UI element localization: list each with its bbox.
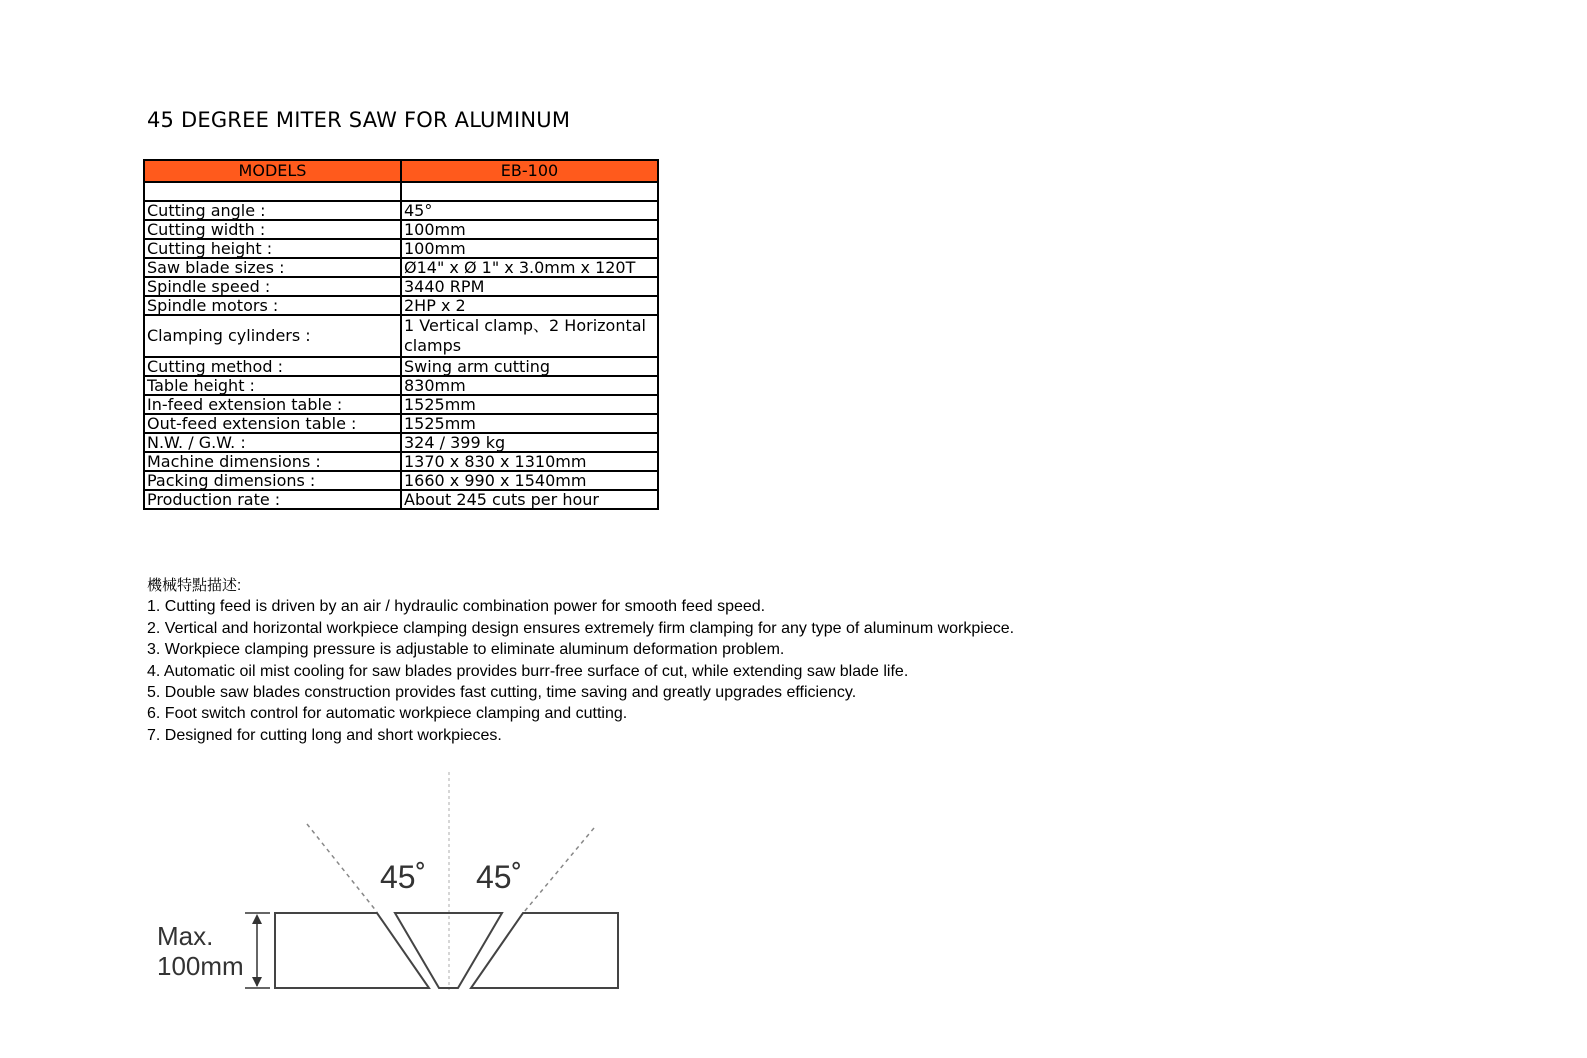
table-row bbox=[144, 201, 658, 220]
spec-value: 2HP x 2 bbox=[401, 296, 658, 315]
page-title: 45 DEGREE MITER SAW FOR ALUMINUM bbox=[147, 108, 571, 132]
max-label-line2: 100mm bbox=[157, 951, 244, 981]
features-title: 機械特點描述: bbox=[147, 577, 242, 594]
spec-value: 830mm bbox=[401, 376, 658, 395]
right-angle-label: 45˚ bbox=[476, 859, 523, 895]
spec-label: Out-feed extension table : bbox=[144, 414, 401, 433]
spec-label: Cutting method : bbox=[144, 357, 401, 376]
table-row bbox=[144, 315, 658, 357]
spec-label: Spindle speed : bbox=[144, 277, 401, 296]
spec-value: About 245 cuts per hour bbox=[401, 490, 658, 509]
features-section bbox=[147, 575, 1014, 746]
spec-value: Ø14" x Ø 1" x 3.0mm x 120T bbox=[401, 258, 658, 277]
feature-item: 2. Vertical and horizontal workpiece clamping design ensures extremely firm clamping for any type of aluminum workpiece. bbox=[147, 619, 1015, 637]
feature-item: 3. Workpiece clamping pressure is adjustable to eliminate aluminum deformation problem. bbox=[147, 641, 785, 659]
left-angle-label: 45˚ bbox=[380, 859, 427, 895]
spec-value: 1660 x 990 x 1540mm bbox=[401, 471, 658, 490]
right-angle-dashed-line bbox=[524, 828, 594, 912]
spec-label: Production rate : bbox=[144, 490, 401, 509]
miter-cut-diagram bbox=[150, 770, 630, 1000]
table-row bbox=[144, 433, 658, 452]
table-row bbox=[144, 376, 658, 395]
spec-label: Clamping cylinders : bbox=[144, 315, 401, 357]
spec-label: Machine dimensions : bbox=[144, 452, 401, 471]
spec-label: Spindle motors : bbox=[144, 296, 401, 315]
table-row bbox=[144, 296, 658, 315]
table-row bbox=[144, 357, 658, 376]
feature-item: 1. Cutting feed is driven by an air / hydraulic combination power for smooth feed speed. bbox=[147, 598, 766, 616]
table-row bbox=[144, 258, 658, 277]
table-row bbox=[144, 220, 658, 239]
table-row bbox=[144, 239, 658, 258]
spec-label: N.W. / G.W. : bbox=[144, 433, 401, 452]
table-row bbox=[144, 452, 658, 471]
left-angle-dashed-line bbox=[307, 824, 377, 912]
spec-value: 324 / 399 kg bbox=[401, 433, 658, 452]
table-row bbox=[144, 414, 658, 433]
spec-label bbox=[144, 182, 401, 201]
features-list bbox=[147, 596, 1014, 746]
spec-value: 45° bbox=[401, 201, 658, 220]
spec-value: 100mm bbox=[401, 220, 658, 239]
spec-label: Cutting angle : bbox=[144, 201, 401, 220]
spec-label: In-feed extension table : bbox=[144, 395, 401, 414]
spec-label: Cutting height : bbox=[144, 239, 401, 258]
max-label-line1: Max. bbox=[157, 921, 214, 951]
spec-value: 1525mm bbox=[401, 414, 658, 433]
spec-table bbox=[143, 159, 659, 510]
feature-item: 4. Automatic oil mist cooling for saw blades provides burr-free surface of cut, while extending saw blade life. bbox=[147, 662, 909, 680]
spec-label: Packing dimensions : bbox=[144, 471, 401, 490]
spec-value: 100mm bbox=[401, 239, 658, 258]
spec-value: 3440 RPM bbox=[401, 277, 658, 296]
models-header: MODELS bbox=[144, 160, 401, 182]
left-workpiece bbox=[275, 913, 429, 988]
table-row bbox=[144, 182, 658, 201]
spec-value: 1370 x 830 x 1310mm bbox=[401, 452, 658, 471]
table-row bbox=[144, 395, 658, 414]
feature-item: 6. Foot switch control for automatic workpiece clamping and cutting. bbox=[147, 705, 628, 723]
right-workpiece bbox=[471, 913, 618, 988]
spec-table-header bbox=[144, 160, 658, 182]
arrow-down-icon bbox=[252, 977, 262, 987]
model-name: EB-100 bbox=[401, 160, 658, 182]
spec-label: Cutting width : bbox=[144, 220, 401, 239]
spec-value: Swing arm cutting bbox=[401, 357, 658, 376]
table-row bbox=[144, 277, 658, 296]
table-row bbox=[144, 471, 658, 490]
spec-value: 1525mm bbox=[401, 395, 658, 414]
table-row bbox=[144, 490, 658, 509]
arrow-up-icon bbox=[252, 914, 262, 924]
spec-value: 1 Vertical clamp、2 Horizontal clamps bbox=[401, 315, 658, 357]
feature-item: 7. Designed for cutting long and short workpieces. bbox=[147, 726, 502, 744]
spec-value bbox=[401, 182, 658, 201]
spec-label: Table height : bbox=[144, 376, 401, 395]
feature-item: 5. Double saw blades construction provides fast cutting, time saving and greatly upgrades efficiency. bbox=[147, 684, 857, 702]
spec-label: Saw blade sizes : bbox=[144, 258, 401, 277]
